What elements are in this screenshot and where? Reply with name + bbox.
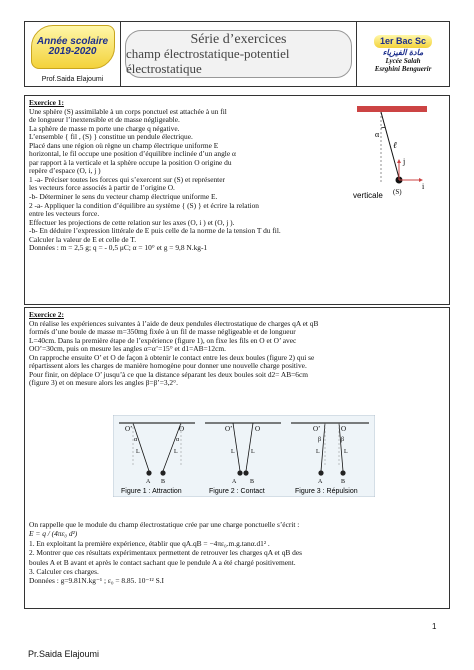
vertical-label: verticale	[353, 191, 383, 200]
question-1: 1. En exploitant la première expérience, établir que qA.qB = −4πε₀.m.g.tanα.d1² .	[29, 538, 270, 548]
field-formula: E = q / (4πε₀ d²)	[29, 529, 78, 539]
exercise-2-box	[24, 307, 450, 609]
exercise-2-text	[25, 308, 449, 391]
fig1-b-label: B	[161, 479, 166, 485]
j-label: j	[403, 157, 406, 166]
fig2-o-prime-label: O’	[225, 425, 233, 433]
field-formula-recall: On rappelle que le module du champ électrostatique crée par une charge ponctuelle s’écrit :	[29, 520, 300, 529]
exercise-1-line: 2 -a- Appliquer la condition d’équilibre au système { (S) } et écrire la relation	[29, 200, 259, 210]
school-year-value: 2019-2020	[48, 46, 97, 57]
fig2-l-left: L	[231, 449, 235, 455]
exercise-1-title: Exercice 1:	[29, 98, 64, 107]
pendulum-figure	[331, 102, 445, 212]
fig2-ball-b	[243, 470, 248, 475]
fig3-l-right: L	[344, 449, 348, 455]
fig3-beta-right: β	[341, 437, 345, 443]
fig1-a-label: A	[146, 479, 151, 485]
school-year-badge	[31, 25, 115, 69]
page-number: 1	[432, 622, 437, 631]
exercise-2-line: Pour finir, on déplace O’ jusqu’à ce que la distance séparant les deux boules soit d2= AB=6cm	[29, 369, 309, 379]
support-beam	[357, 106, 427, 112]
fig3-l-left: L	[316, 449, 320, 455]
fig2-ball-a	[237, 470, 242, 475]
question-2-line2: boules A et B avant et après le contact sachant que le pendule A a été chargé positivement.	[29, 557, 296, 567]
exercise-2-line: OO’=30cm, puis on mesure les angles α=α’=15° et d1=AB=12cm.	[29, 344, 226, 354]
footer-author: Pr.Saida Elajoumi	[28, 649, 100, 659]
fig3-beta-left: β	[318, 437, 322, 443]
exercise-2-questions	[29, 520, 447, 586]
exercise-1-line: horizontal, le fil occupe une position d’équilibre inclinée d’un angle α	[29, 149, 236, 159]
figure-2-caption: Figure 2 : Contact	[209, 488, 265, 495]
j-arrowhead	[397, 159, 401, 163]
fig2-l-right: L	[251, 449, 255, 455]
series-subject: champ électrostatique-potentiel électrostatique	[126, 46, 290, 76]
exercise-1-line: Effectuer les projections de cette relation sur les axes (O, i ) et (O, j ).	[29, 217, 235, 227]
exercise-1-line: de longueur l’inextensible et de masse négligeable.	[29, 115, 180, 125]
header-title-cell	[121, 22, 357, 86]
fig1-l-left: L	[136, 449, 140, 455]
exercise-1-line: Une sphère (S) assimilable à un corps ponctuel est attachée à un fil	[29, 106, 227, 116]
exercise-1-line: -b- Déterminer le sens du vecteur champ électrique uniforme E.	[29, 192, 218, 202]
class-level-badge: 1er Bac Sc	[374, 35, 432, 47]
exercise-2-line: répartissent alors les charges de manière homogène pour donner une nouvelle charge positive.	[29, 361, 307, 371]
fig1-ball-a	[146, 470, 151, 475]
subject-script-label: مادة الفيزياء	[382, 47, 424, 57]
series-title: Série d’exercices	[190, 32, 287, 47]
exercise-1-text	[25, 96, 325, 256]
exercise-2-data: Données : g=9.81N.kg⁻¹ ; ε₀ = 8.85. 10⁻¹² S.I	[29, 576, 165, 586]
question-2-line1: 2. Montrer que ces résultats expérimentaux permettent de retrouver les charges qA et qB des	[29, 548, 303, 558]
exercise-1-line: Placé dans une région où règne un champ électrique uniforme E	[29, 140, 219, 150]
exercise-2-line: (figure 3) et on mesure alors les angles β=β’=3,2°.	[29, 378, 178, 388]
fig2-a-label: A	[232, 479, 237, 485]
exercise-2-line: On rapproche ensuite O’ et O de façon à obtenir le contact entre les deux boules (figure 2) qui se	[29, 352, 315, 362]
fig1-alpha-right: α	[176, 437, 180, 443]
school-year-label: Année scolaire	[36, 35, 109, 47]
fig3-ball-b	[340, 470, 345, 475]
question-3: 3. Calculer ces charges.	[29, 567, 99, 577]
exercise-1-line: L’ensemble { fil , (S) } constitue un pendule électrique.	[29, 132, 193, 142]
document-header	[24, 21, 450, 87]
exercise-1-line: La sphère de masse m porte une charge q négative.	[29, 123, 180, 133]
fig2-o-label: O	[255, 425, 261, 433]
exercise-1-line: -b- En déduire l’expression littérale de E puis celle de la norme de la tension T du fil.	[29, 226, 281, 236]
exercise-2-line: On réalise les expériences suivantes à l’aide de deux pendules électrostatique de charges qA et qB	[29, 318, 319, 328]
length-label: ℓ	[393, 140, 397, 150]
exercise-2-line: formés d’une boule de masse m=350mg fixée à un fil de masse négligeable et de longueur	[29, 327, 296, 337]
series-title-box	[125, 30, 352, 78]
school-name-line1: Lycée Salah	[385, 56, 421, 65]
teacher-name: Prof.Saida Elajoumi	[41, 76, 104, 83]
exercise-1-line: entre les vecteurs force.	[29, 209, 100, 219]
fig3-b-label: B	[341, 479, 346, 485]
alpha-label: α	[375, 130, 380, 139]
fig3-o-label: O	[341, 425, 347, 433]
exercise-1-line: 1 -a- Préciser toutes les forces qui s’exercent sur (S) et représenter	[29, 174, 225, 184]
fig3-ball-a	[318, 470, 323, 475]
figure-3-caption: Figure 3 : Répulsion	[295, 488, 358, 495]
electrostatic-pendulum-figures	[113, 415, 375, 497]
fig3-a-label: A	[318, 479, 323, 485]
exercise-1-line: Données : m = 2,5 g; q = - 0,5 μC; α = 10° et g = 9,8 N.kg-1	[29, 243, 208, 253]
exercise-1-line: Calculer la valeur de E et celle de T.	[29, 234, 137, 244]
exercise-1-line: repère d’espace (O, i, j )	[29, 166, 101, 176]
fig1-alpha-left: α	[134, 437, 138, 443]
figures-background	[113, 415, 375, 497]
school-name-line2: Esrghini Benguerir	[374, 64, 432, 73]
fig1-ball-b	[160, 470, 165, 475]
exercise-1-box	[24, 95, 450, 305]
figure-1-caption: Figure 1 : Attraction	[121, 488, 182, 495]
fig1-o-prime-label: O’	[125, 425, 133, 433]
exercise-1-line: par rapport à la verticale et la sphère occupe la position O origine du	[29, 157, 232, 167]
fig1-l-right: L	[174, 449, 178, 455]
header-right-cell	[357, 22, 449, 86]
alpha-arc	[381, 127, 385, 128]
i-label: i	[422, 182, 425, 191]
header-left-cell	[25, 22, 121, 86]
exercise-2-title: Exercice 2:	[29, 310, 64, 319]
fig1-o-label: O	[179, 425, 185, 433]
exercise-1-line: les vecteurs force associés à partir de l’origine O.	[29, 183, 175, 193]
exercise-2-line: L=40cm. Dans la première étape de l’expérience (figure 1), on fixe les fils en O et O’ avec	[29, 335, 297, 345]
sphere-label: (S)	[393, 188, 402, 196]
fig2-b-label: B	[250, 479, 255, 485]
fig3-o-prime-label: O’	[313, 425, 321, 433]
